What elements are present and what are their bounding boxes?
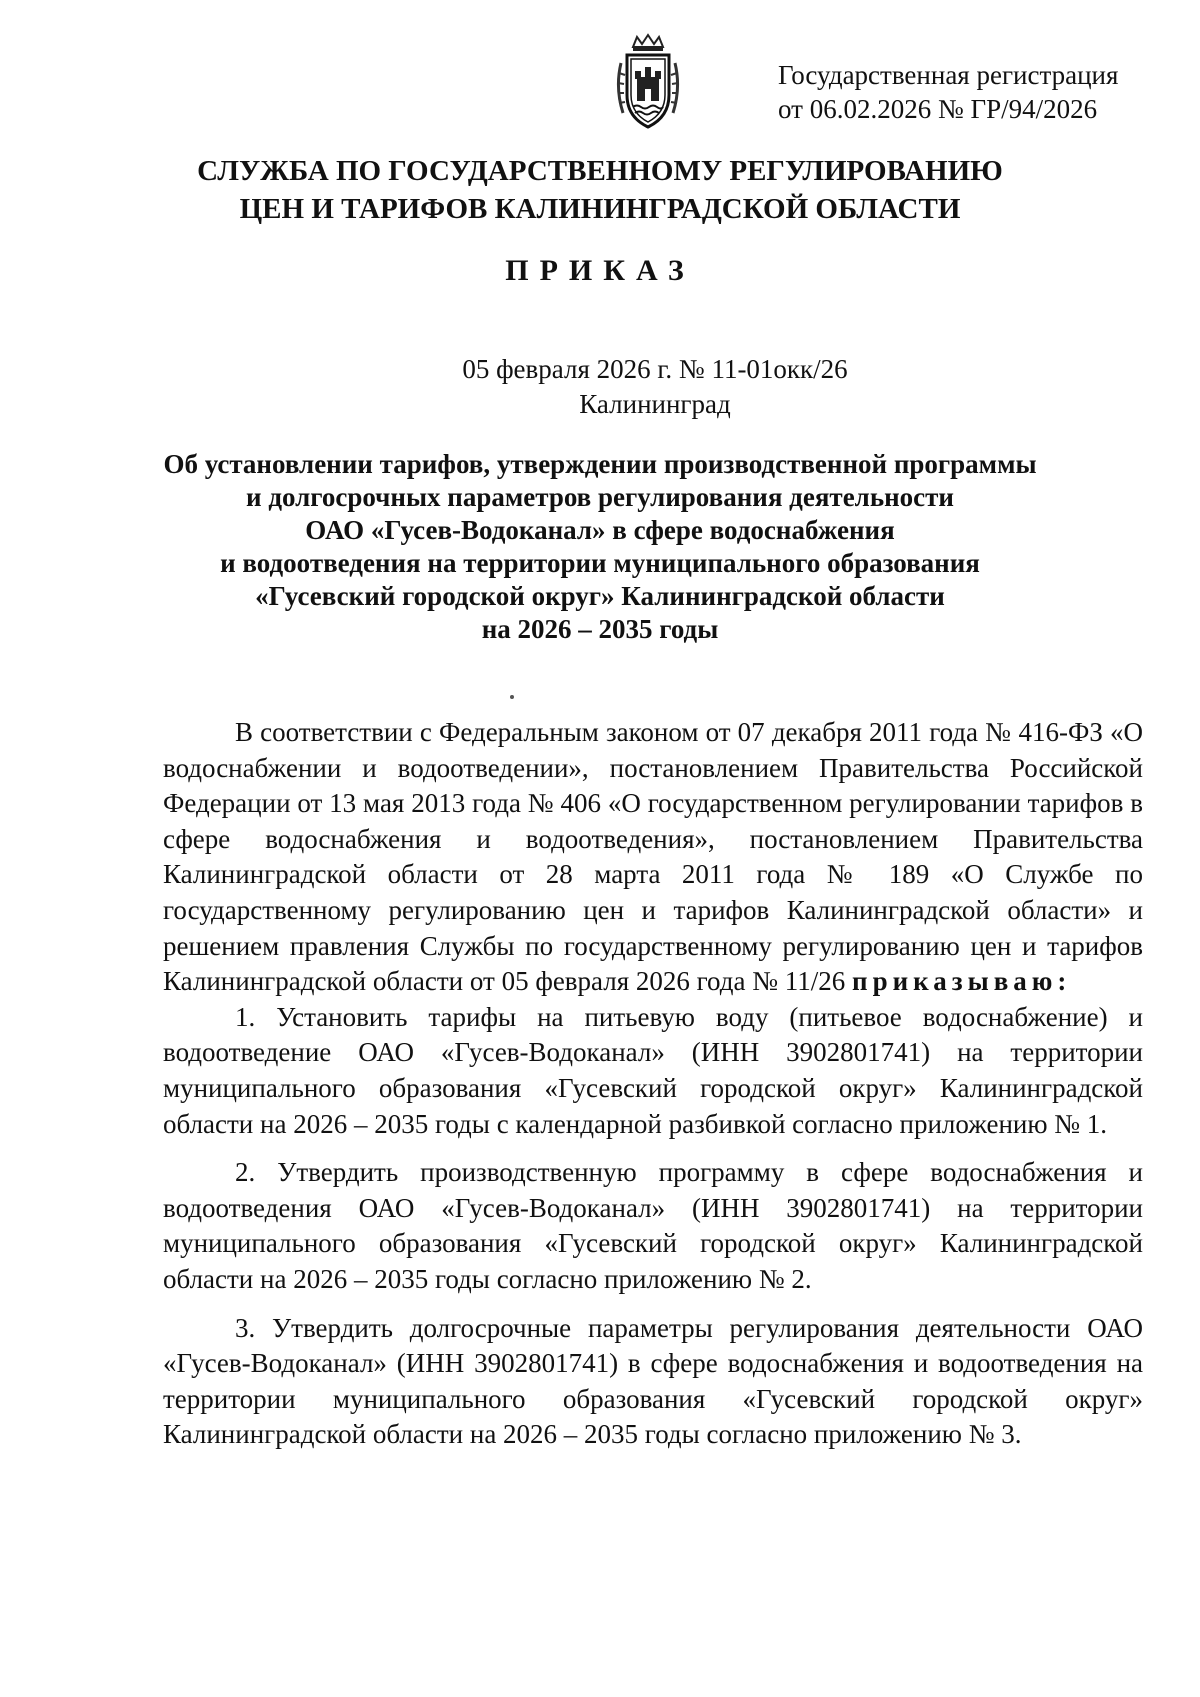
subject-line: и долгосрочных параметров регулирования деятельности: [246, 482, 954, 512]
city: Калининград: [579, 389, 731, 419]
date-number: 05 февраля 2026 г. № 11-01окк/26: [462, 354, 848, 384]
preamble-paragraph: [163, 715, 1143, 1000]
order-point-2: 2. Утвердить производственную программу в сфере водоснабжения и водоотведения ОАО «Гусев-Водоканал» (ИНН 3902801741) на территории муниципального образования «Гусевский городской округ» Калининградской области на 2026 – 2035 годы согласно приложению № 2.: [163, 1157, 1143, 1294]
order-word: приказываю:: [852, 966, 1072, 997]
subject-line: Об установлении тарифов, утверждении производственной программы: [163, 449, 1037, 479]
order-point-1: 1. Установить тарифы на питьевую воду (питьевое водоснабжение) и водоотведение ОАО «Гусев-Водоканал» (ИНН 3902801741) на территории муниципального образования «Гусевский городской округ» Калининградской области на 2026 – 2035 годы с календарной разбивкой согласно приложению № 1.: [163, 1001, 1143, 1139]
preamble-text: В соответствии с Федеральным законом от 07 декабря 2011 года № 416-ФЗ «О водоснабжении и водоотведении», постановлением Правительства Российской Федерации от 13 мая 2013 года № 406 «О государственном регулировании тарифов в сфере водоснабжения и водоотведения», постановлением Правительства Калининградской области от 28 марта 2011 года № 189 «О Службе по государственному регулированию цен и тарифов Калининградской области» и решением правления Службы по государственному регулированию цен и тарифов Калининградской области от 05 февраля 2026 года № 11/26: [163, 717, 1143, 997]
coat-of-arms-icon: [613, 33, 683, 133]
scan-speck: [510, 695, 514, 699]
agency-title-line-1: СЛУЖБА ПО ГОСУДАРСТВЕННОМУ РЕГУЛИРОВАНИЮ: [197, 155, 1003, 187]
registration-line-2: от 06.02.2026 № ГР/94/2026: [778, 94, 1098, 124]
subject-line: «Гусевский городской округ» Калининградской области: [255, 581, 945, 611]
document-subject: [0, 448, 1200, 646]
subject-line: и водоотведения на территории муниципального образования: [220, 548, 980, 578]
subject-line: ОАО «Гусев-Водоканал» в сфере водоснабжения: [305, 515, 895, 545]
agency-title: [0, 152, 1200, 228]
subject-line: на 2026 – 2035 годы: [481, 614, 719, 644]
date-and-place: [0, 352, 1200, 422]
registration-line-1: Государственная регистрация: [778, 60, 1119, 90]
coat-of-arms-emblem: [613, 33, 683, 133]
agency-title-line-2: ЦЕН И ТАРИФОВ КАЛИНИНГРАДСКОЙ ОБЛАСТИ: [239, 193, 961, 225]
registration-stamp: [778, 58, 1178, 126]
order-point-3: 3. Утвердить долгосрочные параметры регулирования деятельности ОАО «Гусев-Водоканал» (ИНН 3902801741) в сфере водоснабжения и водоотведения на территории муниципального образования «Гусевский городской округ» Калининградской области на 2026 – 2035 годы согласно приложению № 3.: [163, 1312, 1143, 1450]
document-body: [163, 715, 1143, 1453]
document-type: ПРИКАЗ: [505, 254, 695, 287]
